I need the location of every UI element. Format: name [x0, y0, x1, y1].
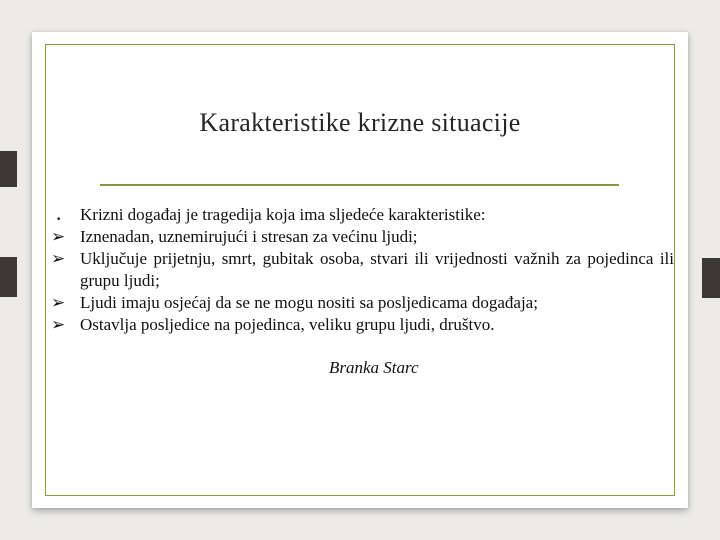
dot-bullet-icon: • — [56, 215, 62, 225]
bullet-text: Ostavlja posljedice na pojedinca, veliku grupu ljudi, društvo. — [80, 315, 495, 334]
arrow-bullet-icon: ➢ — [51, 249, 66, 269]
bullet-item — [32, 292, 688, 314]
bullet-text: Ljudi imaju osjećaj da se ne mogu nositi sa posljedicama događaja; — [80, 293, 538, 312]
arrow-bullet-icon: ➢ — [51, 293, 66, 313]
bullet-text: Iznenadan, uznemirujući i stresan za većinu ljudi; — [80, 227, 418, 246]
left-side-tab-lower — [0, 257, 17, 297]
bullet-item — [32, 314, 688, 336]
title-underline — [100, 184, 619, 186]
author-signature: Branka Starc — [329, 358, 419, 377]
bullet-item — [32, 226, 688, 248]
bullet-text: Krizni događaj je tragedija koja ima sljedeće karakteristike: — [80, 205, 486, 224]
left-side-tab-upper — [0, 151, 17, 187]
bullet-item — [32, 248, 688, 292]
slide — [32, 32, 688, 508]
arrow-bullet-icon: ➢ — [51, 315, 66, 335]
arrow-bullet-icon: ➢ — [51, 227, 66, 247]
bullet-item — [32, 204, 688, 226]
right-side-tab — [702, 258, 720, 298]
slide-title: Karakteristike krizne situacije — [199, 108, 521, 137]
bullet-list — [32, 204, 688, 336]
bullet-text: Uključuje prijetnju, smrt, gubitak osoba, stvari ili vrijednosti važnih za pojedinca ili grupu ljudi; — [80, 249, 674, 290]
